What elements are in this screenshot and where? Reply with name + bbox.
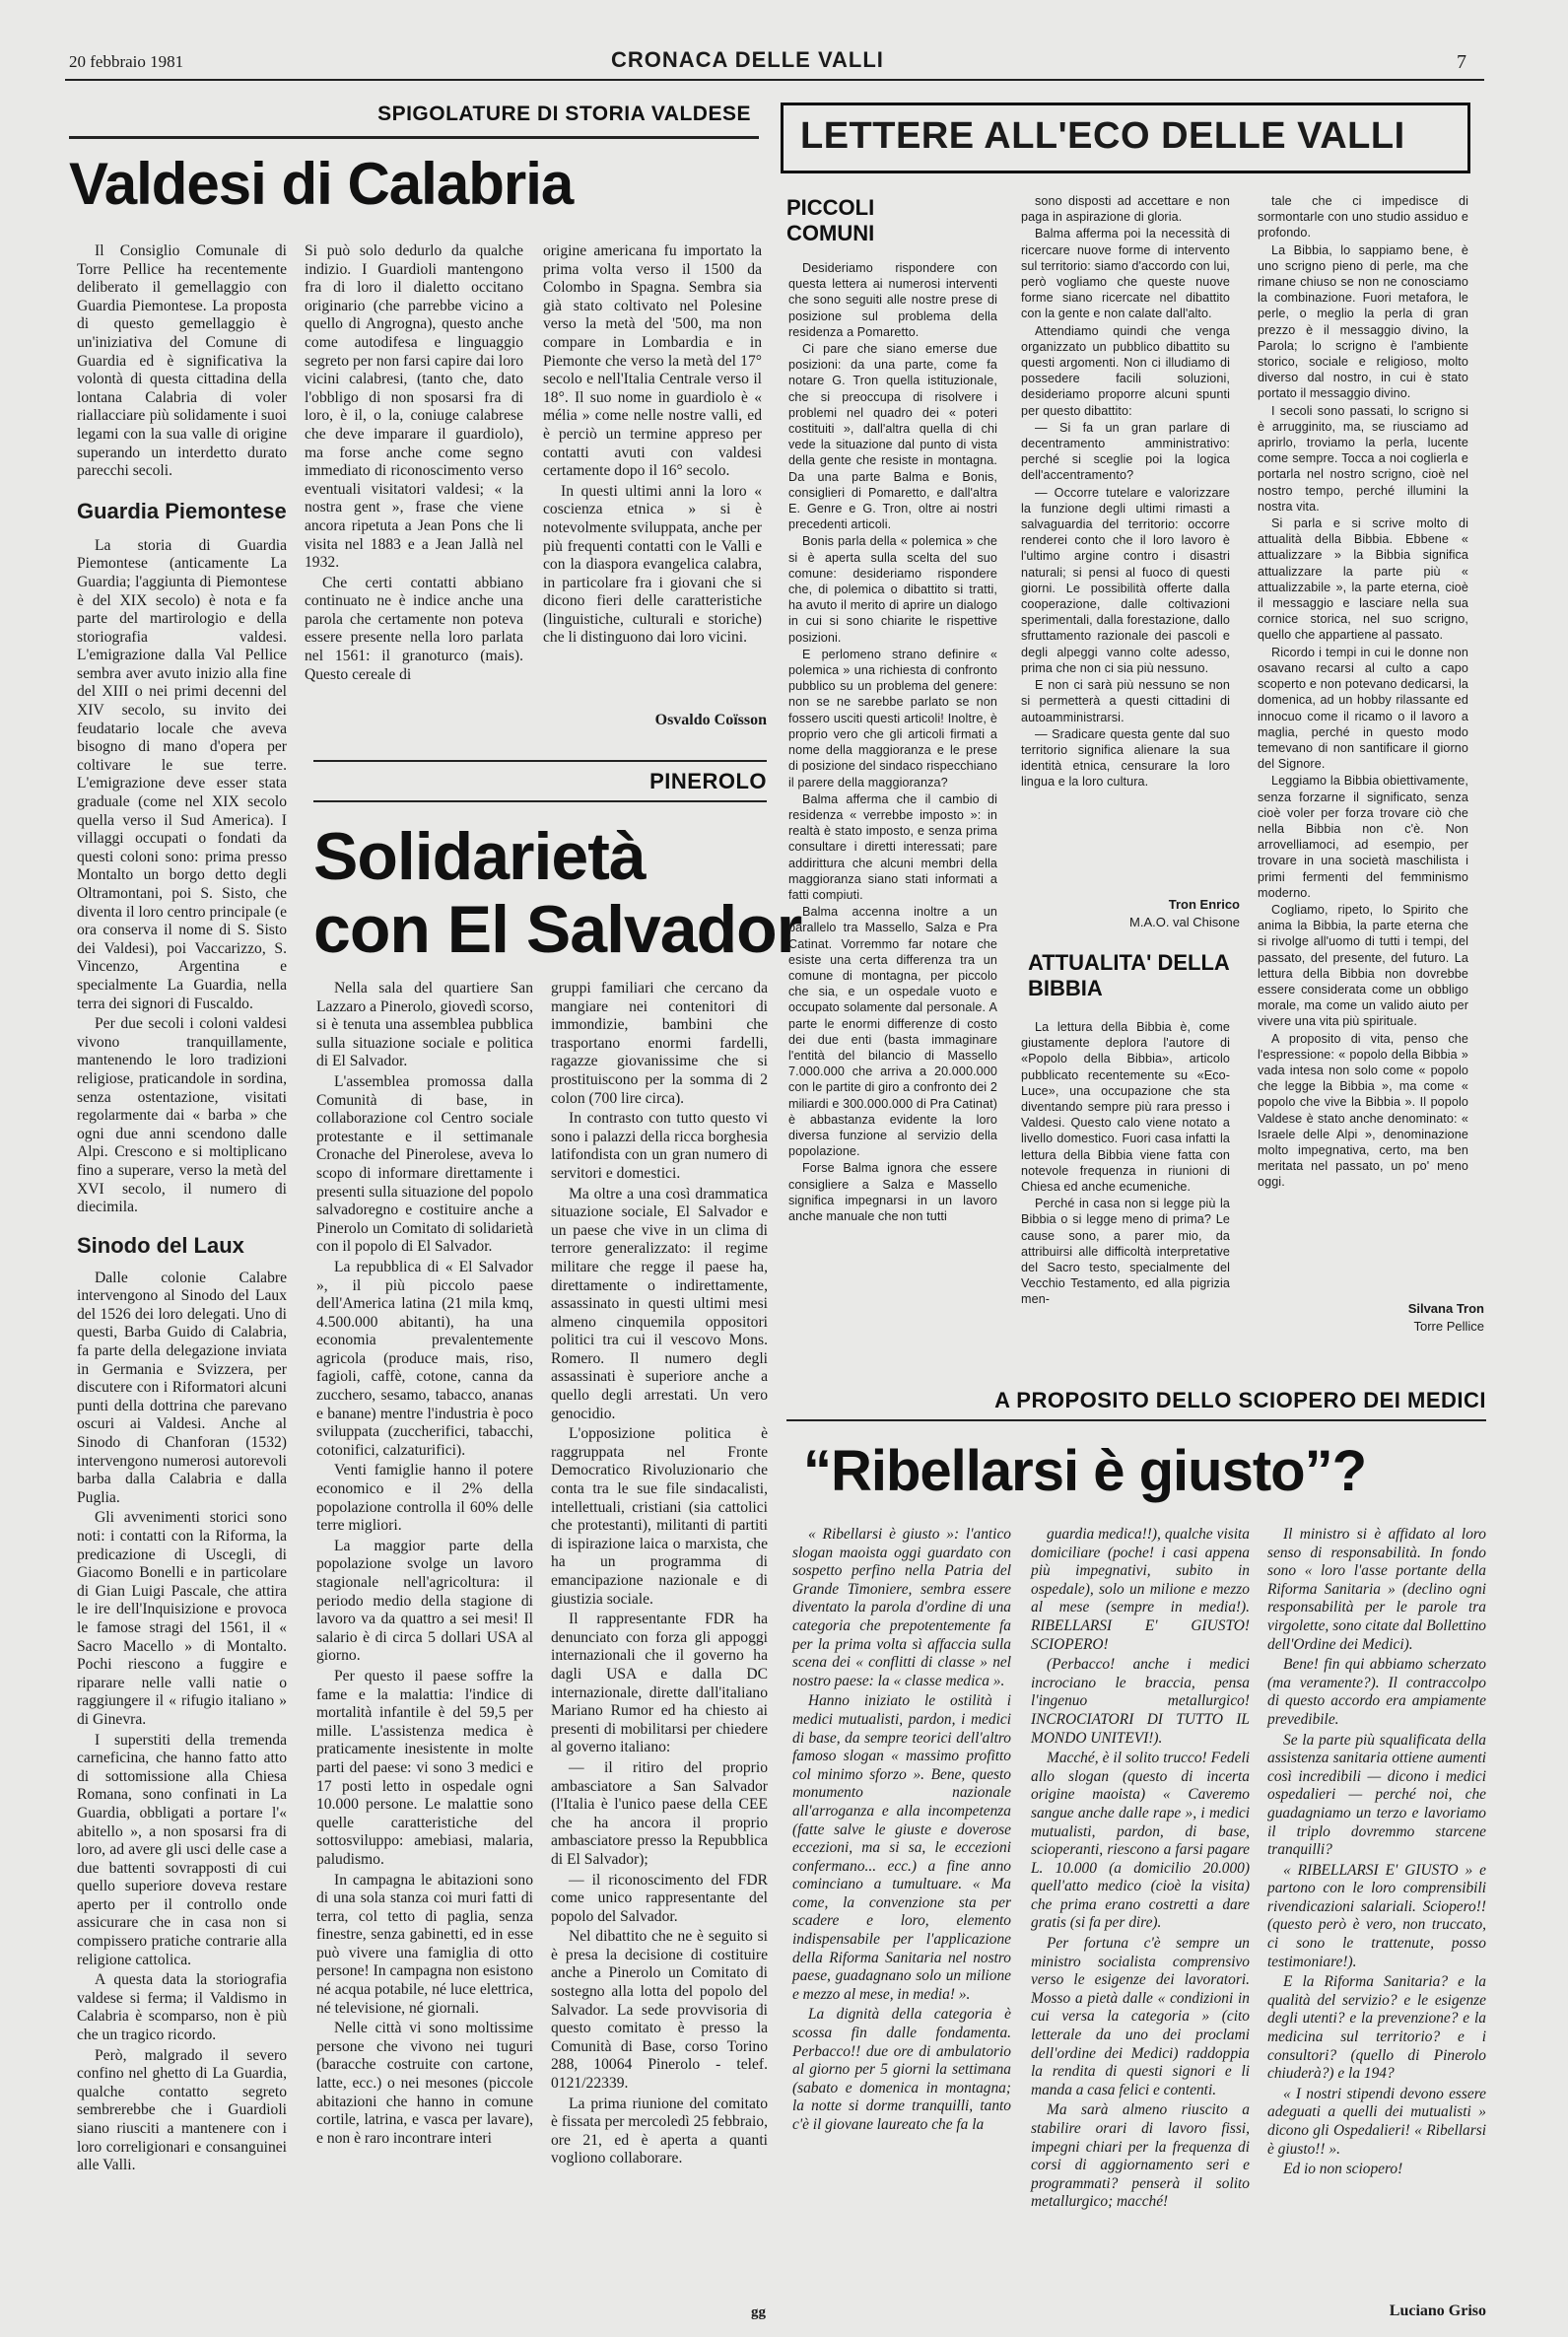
salvador-col-2 (551, 980, 768, 2301)
attualita-col-1 (1021, 1019, 1230, 1406)
salvador-col-1 (316, 980, 533, 2330)
attualita-col2-h: A proposito di vita, penso che l'espressione: « popolo della Bibbia » vada intesa non solo come « popolo che legge la Bibbia », ma come « popolo che vive la Bibbia ». Il popolo Valdese è stato anche denominato: « Israele delle Alpi », denominazione molto impegnativa, certo, ma ben meritata nel passato, un po' meno oggi. (1258, 1031, 1468, 1190)
valdesi-bottom-rule (313, 760, 767, 762)
attualita-col2-f: Leggiamo la Bibbia obiettivamente, senza forzarne il significato, senza cioè voler per forza trovare ciò che nella Bibbia non c'è. Non arrovelliamoci, ad esempio, per trovare in una società maschilista i primi fermenti del femminismo moderno. (1258, 774, 1468, 900)
valdesi-col-2 (305, 242, 523, 731)
piccoli-text-4: E perlomeno strano definire « polemica » una richiesta di confronto pubblico su un problema del genere: non se ne sarebbe parlato se non fossero usciti questi articoli! Inoltre, è proprio vero che gli articoli firmati a nome della maggioranza e le prese di posizione del sindaco rispecchiano il parere della maggioranza? (788, 647, 997, 790)
piccoli-text-2: Ci pare che siano emerse due posizioni: da una parte, come fa notare G. Tron quella istituzionale, che si preoccupa di risolvere i problemi nel quadro dei « poteri costituiti », dall'altra quella di chi vede la situazione dal punto di vista della gente che resiste in montagna. Da una parte Balma e Bonis, consiglieri di Pomaretto, e dall'altra E. Genre e G. Tron, oltre ai nostri precedenti articoli. (788, 342, 997, 532)
page-date: 20 febbraio 1981 (69, 52, 184, 71)
valdesi-guardia-text-2: Per due secoli i coloni valdesi vivono tranquillamente, mantenendo le loro tradizioni religiose, praticandole in sordina, senza ostentazione, visitati regolarmente dai « barba » che ogni due anni scendono dalle Alpi. Crescono e si moltiplicano fino a superare, verso la metà del XVI secolo, il numero di diecimila. (77, 1015, 287, 1216)
valdesi-col-3 (543, 242, 762, 714)
ribellarsi-kicker: A PROPOSITO DELLO SCIOPERO DEI MEDICI (994, 1388, 1486, 1412)
salvador-text-2d: L'opposizione politica è raggruppata nel Fronte Democratico Rivoluzionario che conta tra le sue file sindacalisti, intellettuali, cristiani (sia cattolici che protestanti), militanti di partiti di ispirazione laica o marxista, che ha un programma di emancipazione nazionale e di giustizia sociale. (551, 1425, 768, 1608)
salvador-text-d: Venti famiglie hanno il potere economico e il 2% della popolazione controlla il 60% delle terre migliori. (316, 1462, 533, 1535)
salvador-kicker-rule (313, 800, 767, 802)
lettere-banner-title: LETTERE ALL'ECO DELLE VALLI (800, 115, 1405, 157)
salvador-text-c: La repubblica di « El Salvador », il più piccolo paese dell'America latina (21 mila kmq, 4.500.000 abitanti), ha una economia prevalentemente agricola (produce mais, riso, fagioli, caffè, cotone, canna da zucchero, sesamo, tabacco, ananas e banane) mentre l'industria è poco sviluppata (zuccherifici, tabacchi, cotonifici, calzaturifici). (316, 1258, 533, 1459)
piccoli-title: PICCOLI COMUNI (786, 195, 875, 245)
ribellarsi-kicker-rule (786, 1419, 1486, 1421)
piccoli-text-7: Forse Balma ignora che essere consigliere a Salza e Massello significa impegnarsi in un lavoro anche manuale che non tutti (788, 1161, 997, 1223)
valdesi-guardia-text: La storia di Guardia Piemontese (anticamente La Guardia; l'aggiunta di Piemontese è del XIX secolo) è nota e fa parte del martirologio e della storiografia valdesi. L'emigrazione dalla Val Pellice sembra aver avuto inizio alla fine del XIII o nei primi decenni del XIV secolo, su invito dei feudatario locale che aveva bisogno di mano d'opera per coltivare le sue terre. L'emigrazione deve esser stata graduale (come nel XIX secolo quella verso il Sud America). I villaggi occupati o fondati da questi coloni sono: prima presso Montalto un borgo detto degli Oltramontani, poi S. Sisto, che diventa il loro centro principale (e ora conserva il nome di S. Sisto dei Valdesi), poi Vaccarizzo, S. Vincenzo, Argentina e specialmente La Guardia, nella terra dei signori di Fuscaldo. (77, 536, 287, 1012)
valdesi-col3-text: origine americana fu importato la prima volta verso il 1500 da Colombo in Spagna. Sembra sia già stato coltivato nel Polesine verso la metà del '500, ma non compare in Lombardia e in Piemonte che verso la metà del 17° secolo e nell'Italia Centrale verso il 18°. Il suo nome in guardiolo è « mélia » come nelle nostre valli, ed è perciò un termine appreso per contatti avuti con valdesi certamente dopo il 16° secolo. (543, 242, 762, 480)
header-rule (65, 79, 1484, 81)
piccoli-text-3: Bonis parla della « polemica » che si è aperta sulla scelta del suo comune: desideriamo rispondere che, di polemica o dibattito si tratti, ha avuto il merito di aprire un dialogo in cui si sono chiarite le rispettive posizioni. (788, 534, 997, 645)
salvador-text-2g: — il riconoscimento del FDR come unico rappresentante del popolo del Salvador. (551, 1871, 768, 1925)
attualita-col2-d: Si parla e si scrive molto di attualità della Bibbia. Ebbene « attualizzare » la Bibbia significa attualizzare la parte più « attualizzabile », la parte eterna, cioè il messaggio e lasciare nella sua cornice storica, nel suo scrigno, quello che appartiene al passato. (1258, 516, 1468, 643)
valdesi-kicker: SPIGOLATURE DI STORIA VALDESE (377, 103, 751, 125)
salvador-title-line-1: Solidarietà (313, 819, 646, 894)
attualita-text-2: Perché in casa non si legge più la Bibbia o si legge meno di prima? Le cause sono, a parer mio, da attribuirsi alle difficoltà interpretative del Sacro testo, specialmente del Vecchio Testamento, ed alla pigrizia men- (1021, 1197, 1230, 1307)
valdesi-title: Valdesi di Calabria (69, 151, 574, 217)
ribellarsi-text-2e: Ma sarà almeno riuscito a stabilire orari di lavoro fissi, impegni chiari per la frequenza di corsi di aggiornamento seri e programmati? penserà il solito metallurgico; macché! (1031, 2101, 1250, 2211)
ribellarsi-text-3d: « RIBELLARSI E' GIUSTO » e partono con le loro comprensibili rivendicazioni salariali. Sciopero!! (questo però è vero, non truccato, ci sono le trattenute, posso testimoniare!). (1267, 1861, 1486, 1970)
salvador-signature: gg (751, 2304, 766, 2320)
salvador-text-e: La maggior parte della popolazione svolge un lavoro stagionale nell'agricoltura: il periodo medio della stagione di lavoro va da quattro a sei mesi! Il salario è di circa 5 dollari USA al giorno. (316, 1537, 533, 1665)
ribellarsi-text-3f: « I nostri stipendi devono essere adeguati a quelli dei mutualisti » dicono gli Ospedalieri! « Ribellarsi è giusto!! ». (1267, 2085, 1486, 2158)
piccoli-text-5: Balma afferma che il cambio di residenza « verrebbe imposto »: in realtà è stato imposto, e senza prima consultare i diretti interessati; pare addirittura che alcuni membri della maggioranza siano stati informati a fatti compiuti. (788, 791, 997, 902)
valdesi-col-1 (77, 242, 287, 2174)
piccoli-col2-b: Balma afferma poi la necessità di ricercare nuove forme di intervento sul territorio: siamo d'accordo con lui, però vogliamo che queste nuove forme siano ricercate nel dibattito con la gente e non calate dall'alto. (1021, 227, 1230, 321)
salvador-text-2f: — il ritiro del proprio ambasciatore a San Salvador (l'Italia è l'unico paese della CEE che ha ancora il proprio ambasciatore presso la Repubblica di El Salvador); (551, 1758, 768, 1868)
ribellarsi-text-3b: Bene! fin qui abbiamo scherzato (ma veramente?). Il contraccolpo di questo accordo era ampiamente prevedibile. (1267, 1656, 1486, 1728)
salvador-text-a: Nella sala del quartiere San Lazzaro a Pinerolo, giovedì scorso, si è tenuta una assemblea pubblica sulla situazione sociale e politica di El Salvador. (316, 980, 533, 1070)
ribellarsi-text-3e: E la Riforma Sanitaria? e la qualità del servizio? e le esigenze degli utenti? e la prevenzione? e la medicina sul territorio? e i consultori? (quello di Pinerolo chiuderà?) e la 194? (1267, 1973, 1486, 2083)
ribellarsi-text-2b: (Perbacco! anche i medici incrociano le braccia, pensa l'ingenuo metallurgico! INCROCIATORI DI TUTTO IL MONDO UNITEVI!). (1031, 1656, 1250, 1747)
salvador-text-f: Per questo il paese soffre la fame e la malattia: l'indice di mortalità infantile è del 59,5 per mille. L'assistenza medica è praticamente inesistente in molte parti del paese: vi sono 3 medici e 17 posti letto in ospedale ogni 10.000 persone. Le malattie sono quelle caratteristiche del sottosviluppo: amebiasi, malaria, paludismo. (316, 1667, 533, 1868)
salvador-text-h: Nelle città vi sono moltissime persone che vivono nei tuguri (baracche costruite con cartone, latte, ecc.) o nei mesones (piccole abitazioni che hanno in comune cortile, latrina, e vasca per lavare), e non è raro incontrare interi (316, 2020, 533, 2147)
attualita-col2-b: La Bibbia, lo sappiamo bene, è uno scrigno pieno di perle, ma che rimane chiuso se non ne conosciamo la combinazione. Fuori metafora, le perle, o meglio la perla di gran prezzo è il messaggio divino, la Parola; lo scrigno è l'ambiente storico, sociale e religioso, molto diverso dal nostro, in cui è stato portato il messaggio divino. (1258, 242, 1468, 401)
piccoli-col2-c: Attendiamo quindi che venga organizzato un pubblico dibattito su questi argomenti. Non ci illudiamo di possedere facili soluzioni, desideriamo proporre alcuni spunti per questo dibattito: (1021, 323, 1230, 418)
valdesi-sinodo-text: Dalle colonie Calabre intervengono al Sinodo del Laux del 1526 dei loro delegati. Uno di questi, Barba Guido di Calabria, fa parte della delegazione inviata in Germania e Svizzera, per discutere con i Riformatori alcuni punti della dottrina che parevano oscuri ai Valdesi. Anche al Sinodo di Chanforan (1532) intervengono numerosi autorevoli barba dalla Calabria e dalla Puglia. (77, 1269, 287, 1506)
salvador-title-line-2: con El Salvador (313, 892, 802, 967)
ribellarsi-text-1b: Hanno iniziato le ostilità i medici mutualisti, pardon, i medici di base, da sempre teorici dell'altro famoso slogan « massimo profitto col minimo sforzo ». Bene, questo monumento nazionale all'arroganza e alla incompetenza (fatte salve le giuste e doverose eccezioni, ma si sa, le eccezioni confermano... ecc.) a fine anno cominciano a tumultuare. « Ma come, la convenzione sta per scadere e loro, elemento indispensabile per l'applicazione della Riforma Sanitaria nel nostro paese, guadagnano solo un milione e mezzo al mese, in media! ». (792, 1692, 1011, 2003)
valdesi-col2-text-2: Che certi contatti abbiano continuato ne è indice anche una parola che certamente non poteva essere presente nella loro parlata nel 1561: il granoturco (mais). Questo cereale di (305, 574, 523, 683)
piccoli-signature-name: Tron Enrico (1168, 897, 1240, 912)
attualita-title: ATTUALITA' DELLA BIBBIA (1028, 950, 1230, 1000)
lettere-col-2 (1021, 193, 1230, 893)
attualita-text-1: La lettura della Bibbia è, come giustamente deplora l'autore di «Popolo della Bibbia», articolo pubblicato recentemente su «Eco-Luce», una occupazione che sta diventando sempre più rara presso i Valdesi. Questo calo viene notato a livello domestico. Fuori casa infatti la lettura della Bibbia viene fatta con notevole frequenza in riunioni di Chiesa ed anche ecumeniche. (1021, 1020, 1230, 1195)
valdesi-kicker-rule (69, 136, 759, 139)
attualita-col2-e: Ricordo i tempi in cui le donne non osavano recarsi al culto a capo scoperto e non potevano dedicarsi, la domenica, ad un hobby rilassante ed innocuo come il ricamo o il lavoro a maglia, perché in questo modo temevano di non santificare il giorno del Signore. (1258, 645, 1468, 772)
piccoli-col2-f: E non ci sarà più nessuno se non si permetterà a questi cittadini di autoamministrarsi. (1021, 678, 1230, 724)
attualita-col2-c: I secoli sono passati, lo scrigno si è arrugginito, ma, se riusciamo ad aprirlo, troviamo la perla, lucente come sempre. Tocca a noi coglierla e portarla nel nostro scrigno, cioè nel nostro tempo, perché illumini la nostra vita. (1258, 403, 1468, 514)
valdesi-sinodo-text-3: I superstiti della tremenda carneficina, che hanno fatto atto di sottomissione alla Chiesa Romana, sono confinati in La Guardia, obbligati a portare l'« abitello », a non sposarsi fra di loro, ad avere gli usci delle case a due battenti sovrapposti di cui quello superiore doveva restare aperto per il controllo onde assicurare che in casa non si compissero pratiche contrarie alla religione cattolica. (77, 1731, 287, 1968)
attualita-col2-g: Cogliamo, ripeto, lo Spirito che anima la Bibbia, la parte eterna che si rivolge all'uomo di tutti i tempi, del passato, del presente, del futuro. La lettura della Bibbia non dovrebbe essere considerata come un obbligo morale, ma come un valido aiuto per vivere una vita più spirituale. (1258, 902, 1468, 1029)
ribellarsi-text-2: guardia medica!!), qualche visita domiciliare (poche! i casi appena più impegnativi, subito in ospedale), solo un milione e mezzo al mese (sempre in media!). RIBELLARSI E' GIUSTO! SCIOPERO! (1031, 1526, 1250, 1653)
ribellarsi-text-2c: Macché, è il solito trucco! Fedeli allo slogan (questo di incerta origine maoista) « Caveremo sangue anche dalle rape », i medici mutualisti, pardon, di base, scioperanti, riescono a farsi pagare L. 10.000 (a domicilio 20.000) quell'atto medico (cioè la visita) che prima erano costretti a dare gratis (si fa per dire). (1031, 1750, 1250, 1932)
piccoli-text-1: Desideriamo rispondere con questa lettera ai numerosi interventi che sono seguiti alle nostre prese di posizione sul problema della residenza a Pomaretto. (788, 261, 997, 339)
salvador-kicker: PINEROLO (649, 769, 767, 793)
valdesi-col3-text-2: In questi ultimi anni la loro « coscienza etnica » si è notevolmente sviluppata, anche per più frequenti contatti con le Valli e con la diaspora evangelica calabra, in particolare fra i giovani che si dicono fieri delle caratteristiche (linguistiche, culturali e storiche) che li distinguono dai loro vicini. (543, 482, 762, 647)
piccoli-col2-a: sono disposti ad accettare e non paga in aspirazione di gloria. (1021, 194, 1230, 225)
piccoli-text-6: Balma accenna inoltre a un parallelo tra Massello, Salza e Pra Catinat. Vorremmo far notare che esiste una certa differenza tra un comune di montagna, per piccolo che sia, e un ospedale vuoto e occupato solamente dal personale. A parte le enormi differenze di costo dei due enti (basta immaginare l'entità del bilancio di Massello 7.000.000 che arriva a 20.000.000 con le partite di giro a confronto dei 2 miliardi e 300.000.000 di Pra Catinat) è abbastanza evidente la loro diversa funzione al servizio della popolazione. (788, 905, 997, 1159)
ribellarsi-col-1 (792, 1526, 1011, 2324)
salvador-text-2c: Ma oltre a una così drammatica situazione sociale, El Salvador e un paese che vive in un clima di terrore generalizzato: il regime militare che regge il paese ha, direttamente o indirettamente, assassinato in questi ultimi mesi almeno cinquemila oppositori politici tra cui il vescovo Mons. Romero. Il numero degli assassinati è superiore anche a quello degli arrestati. Un vero genocidio. (551, 1185, 768, 1422)
ribellarsi-text-1: « Ribellarsi è giusto »: l'antico slogan maoista oggi guardato con sospetto perfino nella Patria del Grande Timoniere, sembra essere diventato la parola d'ordine di una categoria che prepotentemente fa per la prima volta sì affaccia sulla scena dei « conflitti di classe » nel nostro paese: la « classe medica ». (792, 1526, 1011, 1689)
valdesi-col2-text: Si può solo dedurlo da qualche indizio. I Guardioli mantengono fra di loro il dialetto occitano originario (che parrebbe vicino a quello di Angrogna), questo anche come autodifesa e linguaggio segreto per non farsi capire dai loro vicini calabresi, (tanto che, dato l'obbligo di non sposarsi fra di loro, è il, o la, coniuge calabrese che deve imparare il guardiolo), ma forse anche come segno immediato di riconoscimento verso eventuali visitatori valdesi; « la nostra gent », frase che viene ancora ripetuta a Jean Pons che li visita nel 1883 e a Jean Jallà nel 1932. (305, 242, 523, 572)
salvador-text-b: L'assemblea promossa dalla Comunità di base, in collaborazione col Centro sociale protestante e il settimanale Cronache del Pinerolese, aveva lo scopo di informare direttamente i presenti sulla situazione del popolo salvadoregno e costituire anche a Pinerolo un Comitato di solidarietà con il popolo di El Salvador. (316, 1072, 533, 1256)
ribellarsi-title: “Ribellarsi è giusto”? (803, 1439, 1366, 1503)
subhead-sinodo: Sinodo del Laux (77, 1232, 244, 1258)
salvador-text-2e: Il rappresentante FDR ha denunciato con forza gli appoggi internazionali che il governo ha dagli USA e dalla DC internazionale, dirette dall'italiano Mariano Rumor ed ha chiesto ai presenti di mobilitarsi per chiedere al governo italiano: (551, 1611, 768, 1756)
ribellarsi-text-1c: La dignità della categoria è scossa fin dalle fondamenta. Perbacco!! due ore di ambulatorio al giorno per 5 giorni la settimana (sabato e domenica in montagna; la notte si dorme tranquilli, tanto c'è il giovane laureato che fa la (792, 2006, 1011, 2133)
ribellarsi-text-3g: Ed io non sciopero! (1283, 2161, 1403, 2178)
piccoli-signature-org: M.A.O. val Chisone (1129, 915, 1240, 929)
ribellarsi-text-3c: Se la parte più squalificata della assistenza sanitaria ottiene aumenti così incredibili — dicono i medici ospedalieri — perché noi, che guadagniamo un terzo e lavoriamo il triplo dovremmo starcene tranquilli? (1267, 1731, 1486, 1859)
salvador-text-2b: In contrasto con tutto questo vi sono i palazzi della ricca borghesia latifondista con un gran numero di servitori e domestici. (551, 1110, 768, 1182)
attualita-signature-place: Torre Pellice (1413, 1319, 1484, 1334)
piccoli-col2-e: — Occorre tutelare e valorizzare la funzione degli ultimi rimasti a salvaguardia del territorio: occorre renderei conto che il loro lavoro è l'ultimo argine contro i disastri naturali; si pensi al fuoco di questi giorni. Le possibilità offerte dalla cooperazione, dalle coltivazioni sperimentali, dalla forestazione, dallo sfruttamento razionale dei pascoli e degli alpeggi vanno colte adesso, prima che non ci sia più nessuno. (1021, 485, 1230, 675)
piccoli-col2-d: — Si fa un gran parlare di decentramento amministrativo: perché si sceglie poi la logica dell'accentramento? (1021, 420, 1230, 483)
ribellarsi-text-2d: Per fortuna c'è sempre un ministro socialista comprensivo verso le esigenze dei lavoratori. Mosso a pietà dalle « condizioni in cui versa la categoria » (cito letterale da uno dei proclami dell'ordine dei Medici) raddoppia la rendita di questi signori e li manda a casa felici e contenti. (1031, 1935, 1250, 2098)
salvador-text-g: In campagna le abitazioni sono di una sola stanza coi muri fatti di terra, col tetto di paglia, senza finestre, senza gabinetti, ed in esse può vivere una famiglia di otto persone! In campagna non esistono né acqua potabile, né luce elettrica, né televisione, né giornali. (316, 1871, 533, 2017)
salvador-text-2a: gruppi familiari che cercano da mangiare nei contenitori di immondizie, bambini che trasportano enormi fardelli, ragazze giovanissime che si prostituiscono per la somma di 2 colon (700 lire circa). (551, 980, 768, 1107)
salvador-text-2i: La prima riunione del comitato è fissata per mercoledì 25 febbraio, ore 21, ed è aperta a quanti vogliono collaborare. (551, 2095, 768, 2167)
subhead-guardia: Guardia Piemontese (77, 498, 287, 523)
newspaper-name: CRONACA DELLE VALLI (611, 47, 884, 72)
ribellarsi-col-3 (1267, 1526, 1486, 2301)
ribellarsi-author: Luciano Griso (1389, 2303, 1486, 2319)
valdesi-sinodo-text-2: Gli avvenimenti storici sono noti: i contatti con la Riforma, la predicazione di Uscegli, di Giacomo Bonelli e in particolare di Gian Luigi Pascale, che attira le ire dell'Inquisizione e provoca le famose stragi del 1561, il « Sacro Macello » di Montalto. Pochi riescono a fuggire e riparare nelle valli natie o raggiungere il « rifugio italiano » di Ginevra. (77, 1509, 287, 1728)
lettere-col-1 (788, 260, 997, 1404)
valdesi-intro: Il Consiglio Comunale di Torre Pellice ha recentemente deliberato il gemellaggio con Guardia Piemontese. La proposta di questo gemellaggio è un'iniziativa del Comune di Guardia ed è significativa la volontà di questa cittadina della lontana Calabria di voler riallacciare più solidamente i suoi legami con la sua valle di origine superando un interdetto durato parecchi secoli. (77, 242, 287, 480)
piccoli-col2-g: — Sradicare questa gente dal suo territorio significa alienare la sua identità etnica, censurare la loro lingua e la loro cultura. (1021, 726, 1230, 790)
ribellarsi-text-3: Il ministro si è affidato al loro senso di responsabilità. In fondo sono « loro l'asse portante della Riforma Sanitaria » (declino ogni responsabilità per le parole tra virgolette, sono citate dal Bollettino dell'Ordine dei Medici). (1267, 1526, 1486, 1653)
attualita-col-2 (1258, 193, 1468, 1303)
valdesi-sinodo-text-4: A questa data la storiografia valdese si ferma; il Valdismo in Calabria è scomparso, non è più che un tragico ricordo. (77, 1971, 287, 2044)
valdesi-sinodo-text-5: Però, malgrado il severo confino nel ghetto di La Guardia, qualche contatto segreto sembrerebbe che i Guardioli siano riusciti a mantenere con i loro correligionari e consanguinei alle Valli. (77, 2046, 287, 2174)
attualita-signature-name: Silvana Tron (1407, 1301, 1484, 1316)
attualita-col2-a: tale che ci impedisce di sormontarle con uno studio assiduo e profondo. (1258, 194, 1468, 241)
valdesi-author: Osvaldo Coïsson (654, 712, 767, 728)
ribellarsi-col-2 (1031, 1526, 1250, 2324)
salvador-title (313, 820, 801, 966)
salvador-text-2h: Nel dibattito che ne è seguito si è presa la decisione di costituire anche a Pinerolo un Comitato di sostegno alla lotta del popolo del Salvador. La sede provvisoria di questo comitato è presso la Comunità di Base, corso Torino 288, 10064 Pinerolo - telef. 0121/22339. (551, 1928, 768, 2093)
page-number: 7 (1457, 51, 1466, 73)
